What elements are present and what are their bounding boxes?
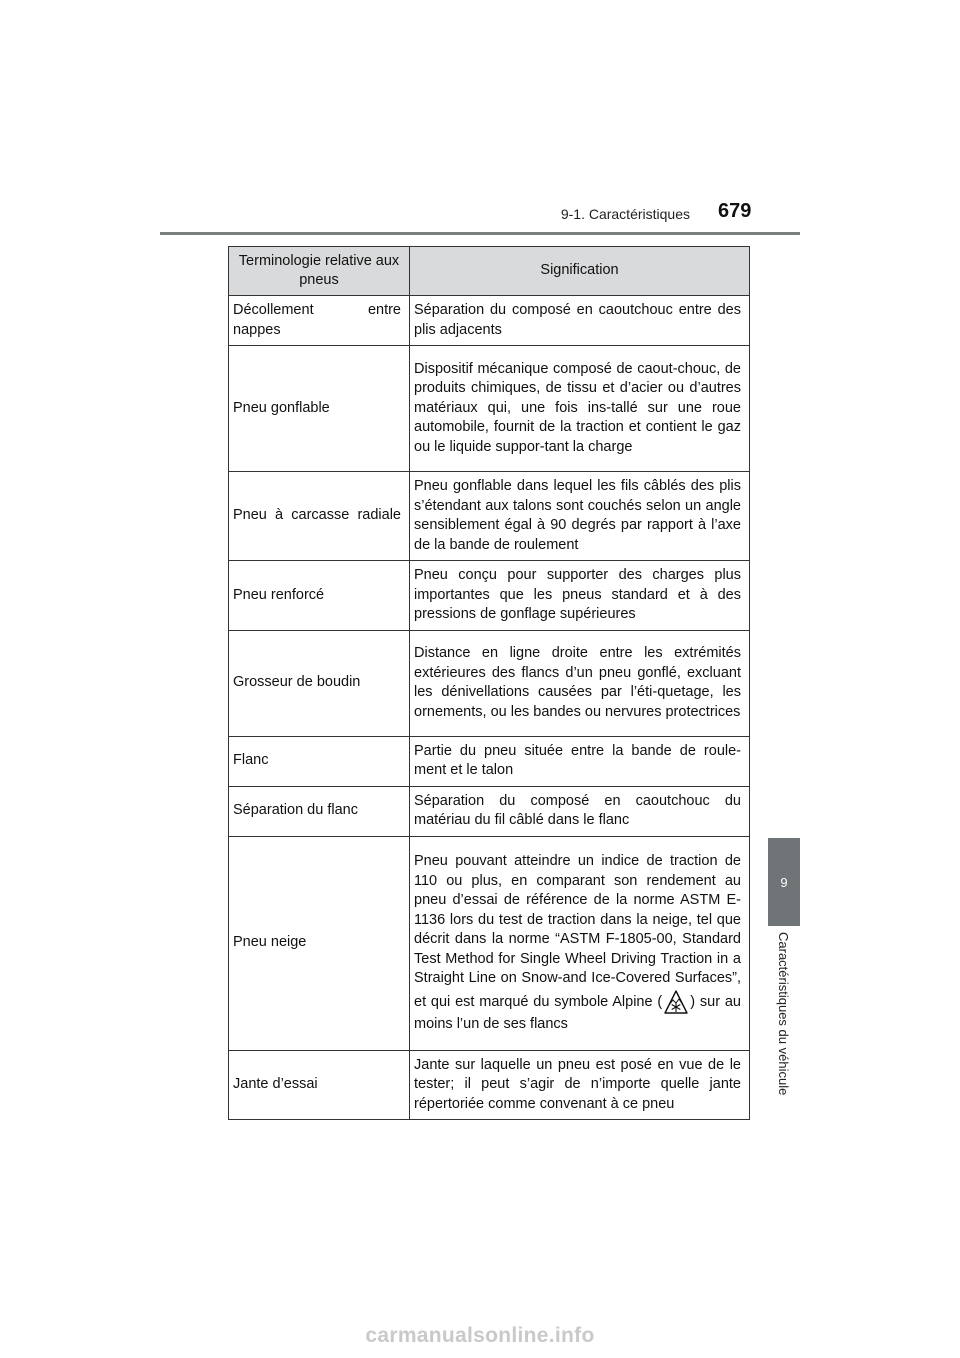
table-row [229, 561, 750, 631]
definition-text-tail: ) sur au moins l’un de ses flancs [414, 993, 741, 1032]
column-header-term: Terminologie relative aux pneus [229, 247, 410, 296]
term-cell: Pneu renforcé [229, 561, 410, 631]
term-cell: Grosseur de boudin [229, 630, 410, 736]
definition-cell: Pneu gonflable dans lequel les fils câblés des plis s’étendant aux talons sont couchés selon un angle sensiblement égal à 90 degrés par rapport à l’axe de la bande de roulement [410, 472, 750, 561]
definition-cell: Séparation du composé en caoutchouc entre des plis adjacents [410, 296, 750, 346]
watermark: carmanualsonline.info [365, 1324, 595, 1347]
definition-cell [410, 836, 750, 1050]
definition-cell: Séparation du composé en caoutchouc du matériau du fil câblé dans le flanc [410, 786, 750, 836]
mountain-snowflake-icon [663, 989, 689, 1015]
chapter-tab-number: 9 [780, 874, 788, 890]
term-cell: Pneu neige [229, 836, 410, 1050]
term-cell: Flanc [229, 736, 410, 786]
table-row [229, 472, 750, 561]
term-cell: Séparation du flanc [229, 786, 410, 836]
definition-text: Pneu pouvant atteindre un indice de traction de 110 ou plus, en comparant son rendement au pneu d’essai de référence de la norme ASTM E-1136 lors du test de traction dans la neige, tel que décrit dans la norme “ASTM F-1805-00, Standard Test Method for Single Wheel Driving Traction in a Straight Line on Snow-and Ice-Covered Surfaces”, et qui est marqué du symbole Alpine ( [414, 853, 741, 1010]
table-row [229, 786, 750, 836]
term-cell: Jante d’essai [229, 1050, 410, 1120]
header-divider [160, 232, 800, 235]
chapter-label: Caractéristiques du véhicule [776, 932, 791, 1096]
chapter-tab[interactable] [768, 838, 800, 926]
section-title: 9-1. Caractéristiques [560, 206, 690, 222]
term-cell: Pneu gonflable [229, 346, 410, 472]
table-row [229, 1050, 750, 1120]
table-header-row [229, 247, 750, 296]
term-cell: Pneu à carcasse radiale [229, 472, 410, 561]
table-row [229, 296, 750, 346]
definition-cell: Jante sur laquelle un pneu est posé en vue de le tester; il peut s’agir de n’importe quelle jante répertoriée comme convenant à ce pneu [410, 1050, 750, 1120]
page-number: 679 [718, 200, 752, 222]
definition-cell: Dispositif mécanique composé de caout-chouc, de produits chimiques, de tissu et d’acier ou d’autres matériaux qui, une fois ins-tallé sur une roue automobile, fournit de la traction et contient le gaz ou le liquide suppor-tant la charge [410, 346, 750, 472]
column-header-meaning: Signification [410, 247, 750, 296]
table-row [229, 346, 750, 472]
table-row [229, 630, 750, 736]
chapter-label-container [770, 932, 798, 1122]
definition-cell: Pneu conçu pour supporter des charges plus importantes que les pneus standard et à des pressions de gonflage supérieures [410, 561, 750, 631]
definition-cell: Partie du pneu située entre la bande de roule-ment et le talon [410, 736, 750, 786]
term-cell: Décollement entre nappes [229, 296, 410, 346]
tire-terminology-table [228, 246, 750, 1120]
table-row [229, 836, 750, 1050]
definition-cell: Distance en ligne droite entre les extrémités extérieures des flancs d’un pneu gonflé, excluant les dénivellations causées par l’éti-quetage, les ornements, ou les bandes ou nervures protectrices [410, 630, 750, 736]
table-row [229, 736, 750, 786]
